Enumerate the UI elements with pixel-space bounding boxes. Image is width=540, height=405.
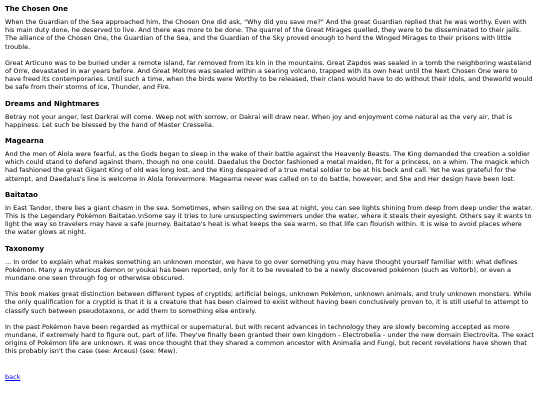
section-title: Taxonomy	[5, 244, 44, 253]
section-title: Magearna	[5, 137, 44, 146]
paragraph: This book makes great distinction between different types of cryptids; artificial beings, unknown Pokémon, unknown animals, and truly unknown monsters. While the only qualification for a cryptid is that it is a creature that has been claimed to exist without having been conclusively proven to, it is still useful to attempt to classify such between pseudotaxons, or add them to something else entirely.	[5, 290, 532, 315]
back-link[interactable]: back	[5, 372, 21, 381]
section-chosen-one	[5, 5, 534, 92]
section-title: The Chosen One	[5, 5, 68, 13]
section-magearna	[5, 137, 534, 183]
paragraph: In East Tandor, there lies a giant chasm in the sea. Sometimes, when sailing on the sea at night, you can see lights shining from deep from deep under the water. This is the Legendary Pokémon Baitatao.\nSome say it tries to lure unsuspecting swimmers under the water, where it steals their eyesight. Others say it wants to light the way so travelers may have a safe journey. Baitatao's heat is what keeps the sea warm, so that life can flourish within. It is wise to avoid places where the water glows at night.	[5, 203, 533, 237]
section-baitatao	[5, 191, 534, 237]
section-title: Dreams and Nightmares	[5, 99, 100, 108]
section-taxonomy	[5, 245, 534, 356]
paragraph: Great Articuno was to be buried under a remote island, far removed from its kin in the mountains. Great Zapdos was sealed in a tomb the neighboring wasteland of Orre, devastated in war years before. And Great Moltres was sealed within a searing volcano, trapped with its own heat until the Next Chosen One were to have freed its contemporaries. Until such a time, when the birds were Worthy to be released, their clans would have to do without their Idols, and theworld would be safe from their storms of Ice, Thunder, and Fire.	[5, 58, 533, 92]
paragraph: When the Guardian of the Sea approached him, the Chosen One did ask, "Why did you save me?" And the great Guardian replied that he was worthy. Even with his main duty done, he deserved to live. And there was more to be done. The quarrel of the Great Mirages quelled, they were to be disseminated to their jails. The alliance of the Chosen One, the Guardian of the Sea, and the Guardian of the Sky proved enough to herd the Winged Mirages to their prisons with little trouble.	[5, 18, 527, 51]
section-title: Baitatao	[5, 190, 38, 199]
section-dreams-and-nightmares	[5, 100, 534, 129]
paragraph: Betray not your anger, lest Darkrai will come. Weep not with sorrow, or Dakrai will draw near. When joy and enjoyment come natural as the very air, that is happiness. Let such be blessed by the hand of Master Cresselia.	[5, 112, 512, 129]
paragraph: In the past Pokémon have been regarded as mythical or supernatural, but with recent advances in technology they are slowly becoming accepted as more mundane, if extremely hard to figure out, part of life. They've finally been granted their own kingdom - Electrobelia - under the new domain Electrovita. The exact origins of Pokémon life are unknown. It was once thought that they shared a common ancestor with Animalia and Fungi, but recent revelations have shown that this probably isn't the case (see: Arceus) (see: Mew).	[5, 322, 534, 356]
paragraph: ... In order to explain what makes something an unknown monster, we have to go over something you may have thought yourself familiar with: what defines Pokémon. Many a mysterious demon or youkai has been reported, only for it to be revealed to be a newly discovered pokémon (such as Voltorb), or even a mundane one seen through fog or otherwise obscured.	[5, 257, 518, 283]
paragraph: And the men of Alola were fearful, as the Gods began to sleep in the wake of their battle against the Heavenly Beasts. The King demanded the creation a soldier which could stand to defend against them, though no one could. Daedalus the Doctor fashioned a metal maiden, fit for a princess, on a whim. The magick which had fashioned the great Gigant King of old was long lost, and the King despaired of a true metal soldier to be at his beck and call. Yet he was grateful for the attempt, and Daedalus's line is welcome in Alola forevermore. Magearna never was called on to do battle, however; and She and Her design have been lost.	[5, 150, 530, 183]
